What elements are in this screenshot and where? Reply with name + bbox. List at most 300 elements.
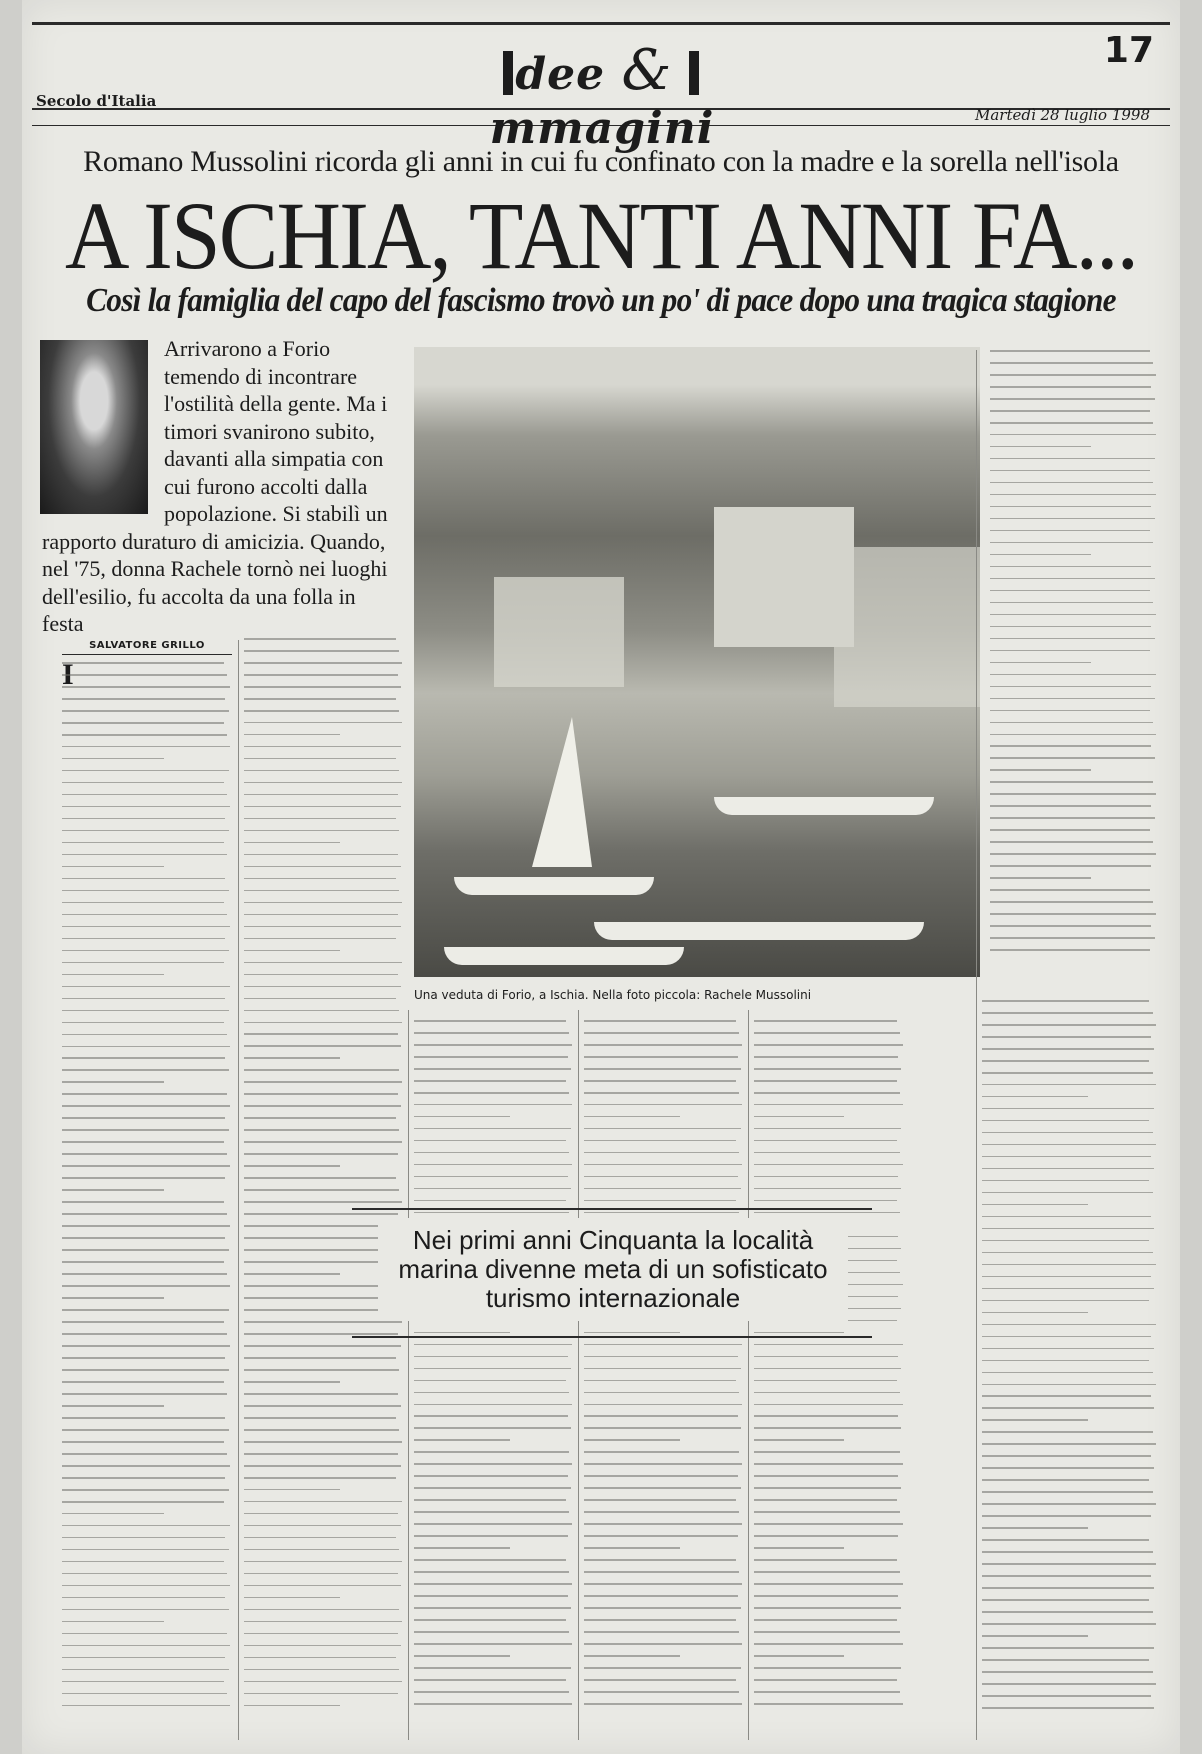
text-line (584, 1080, 736, 1082)
text-line (990, 913, 1156, 915)
text-line (62, 854, 227, 856)
text-line (244, 1657, 396, 1659)
text-line (584, 1667, 741, 1669)
text-line (244, 746, 401, 748)
text-line (62, 1046, 230, 1048)
text-line (244, 1201, 402, 1203)
text-line (990, 602, 1153, 604)
body-column-3 (414, 1020, 574, 1715)
text-line (982, 1431, 1153, 1433)
text-line (982, 1443, 1156, 1445)
body-column-4 (584, 1020, 744, 1715)
text-line (982, 1180, 1149, 1182)
text-line (62, 842, 224, 844)
text-line (584, 1056, 738, 1058)
text-line (982, 1036, 1151, 1038)
text-line (414, 1188, 571, 1190)
text-line (584, 1404, 742, 1406)
text-line (982, 1132, 1153, 1134)
text-line (754, 1104, 903, 1106)
text-line (584, 1679, 736, 1681)
text-line (990, 458, 1155, 460)
text-line (584, 1164, 742, 1166)
text-line (244, 650, 399, 652)
text-line (244, 878, 396, 880)
text-line (990, 590, 1150, 592)
text-line (244, 698, 396, 700)
text-line (62, 1537, 225, 1539)
text-line (62, 1081, 164, 1083)
text-line (584, 1451, 739, 1453)
text-line (754, 1056, 898, 1058)
text-line (990, 686, 1151, 688)
text-line (584, 1356, 738, 1358)
text-line (990, 781, 1153, 783)
text-line (414, 1200, 566, 1202)
text-line (990, 757, 1155, 759)
text-line (982, 1671, 1153, 1673)
text-line (244, 962, 402, 964)
text-line (244, 1321, 402, 1323)
text-line (414, 1164, 572, 1166)
text-line (244, 1705, 340, 1707)
text-line (244, 1573, 398, 1575)
lead-text-block (42, 335, 402, 638)
text-line (584, 1427, 741, 1429)
text-line (982, 1120, 1149, 1122)
text-line (982, 1204, 1088, 1206)
text-line (584, 1643, 742, 1645)
pull-quote: Nei primi anni Cinquanta la località marina divenne meta di un sofisticato turismo internazionale (378, 1218, 848, 1321)
text-line (244, 1609, 399, 1611)
text-line (244, 902, 402, 904)
text-line (754, 1332, 844, 1334)
text-line (244, 758, 396, 760)
text-line (754, 1667, 901, 1669)
text-line (584, 1547, 680, 1549)
text-line (754, 1619, 897, 1621)
body-column-5 (754, 1020, 904, 1715)
text-line (62, 1165, 230, 1167)
text-line (982, 1228, 1154, 1230)
subheadline: Così la famiglia del capo del fascismo trovò un po' di pace dopo una tragica stagione (86, 282, 1116, 319)
text-line (584, 1176, 738, 1178)
kicker: Romano Mussolini ricorda gli anni in cui fu confinato con la madre e la sorella nell'isola (83, 145, 1119, 178)
text-line (754, 1451, 900, 1453)
text-line (754, 1380, 897, 1382)
text-line (584, 1092, 739, 1094)
text-line (990, 745, 1151, 747)
text-line (414, 1092, 569, 1094)
text-line (62, 1321, 224, 1323)
text-line (990, 446, 1091, 448)
main-photo-forio (414, 347, 980, 977)
text-line (414, 1487, 571, 1489)
text-line (754, 1583, 903, 1585)
text-line (982, 1551, 1153, 1553)
text-line (584, 1380, 736, 1382)
text-line (990, 937, 1155, 939)
text-line (244, 1033, 398, 1035)
text-line (982, 1096, 1088, 1098)
text-line (62, 1501, 224, 1503)
text-line (982, 1192, 1153, 1194)
text-line (754, 1607, 901, 1609)
text-line (754, 1535, 898, 1537)
text-line (414, 1404, 572, 1406)
text-line (414, 1140, 566, 1142)
text-line (990, 542, 1153, 544)
body-column-2 (244, 638, 404, 1717)
text-line (62, 1513, 164, 1515)
text-line (990, 422, 1153, 424)
text-line (62, 1022, 224, 1024)
text-line (990, 865, 1151, 867)
text-line (754, 1188, 901, 1190)
text-line (244, 1177, 396, 1179)
text-line (62, 1261, 224, 1263)
text-line (244, 1129, 399, 1131)
text-line (584, 1128, 741, 1130)
text-line (754, 1392, 900, 1394)
text-line (62, 1453, 227, 1455)
text-line (62, 806, 230, 808)
text-line (982, 1707, 1154, 1709)
text-line (62, 1069, 229, 1071)
column-divider (578, 1010, 579, 1740)
text-line (990, 901, 1153, 903)
text-line (244, 854, 398, 856)
text-line (414, 1152, 569, 1154)
text-line (244, 782, 402, 784)
text-line (584, 1415, 738, 1417)
text-line (244, 1465, 401, 1467)
text-line (244, 806, 401, 808)
section-title-part1: dee (515, 49, 606, 100)
column-divider (748, 1010, 749, 1740)
text-line (982, 1216, 1151, 1218)
text-line (244, 1249, 399, 1251)
text-line (414, 1523, 572, 1525)
text-line (244, 1345, 401, 1347)
text-line (754, 1475, 898, 1477)
text-line (414, 1032, 569, 1034)
text-line (414, 1595, 568, 1597)
text-line (754, 1116, 844, 1118)
text-line (584, 1044, 742, 1046)
text-line (62, 1225, 230, 1227)
text-line (754, 1356, 898, 1358)
text-line (990, 769, 1091, 771)
text-line (62, 1285, 230, 1287)
text-line (584, 1583, 742, 1585)
body-column-right-upper (990, 350, 1158, 961)
text-line (990, 566, 1151, 568)
text-line (990, 494, 1156, 496)
text-line (62, 1237, 225, 1239)
text-line (982, 1695, 1151, 1697)
photo-boat (714, 797, 934, 815)
text-line (982, 1647, 1154, 1649)
text-line (982, 1264, 1156, 1266)
text-line (414, 1415, 568, 1417)
body-column-6 (982, 1000, 1158, 1719)
text-line (584, 1200, 736, 1202)
text-line (414, 1116, 510, 1118)
text-line (990, 626, 1151, 628)
text-line (754, 1415, 898, 1417)
text-line (244, 1453, 398, 1455)
text-line (982, 1395, 1151, 1397)
text-line (244, 1057, 340, 1059)
text-line (244, 1621, 402, 1623)
text-line (982, 1539, 1149, 1541)
text-line (754, 1092, 900, 1094)
text-line (62, 878, 225, 880)
text-line (244, 710, 399, 712)
text-line (244, 1549, 399, 1551)
text-line (982, 1084, 1156, 1086)
text-line (990, 805, 1151, 807)
text-line (982, 1336, 1151, 1338)
text-line (990, 817, 1155, 819)
text-line (62, 1609, 229, 1611)
text-line (62, 866, 164, 868)
text-line (244, 638, 396, 640)
text-line (990, 650, 1150, 652)
text-line (244, 950, 340, 952)
text-line (62, 770, 229, 772)
text-line (754, 1404, 903, 1406)
text-line (244, 1165, 340, 1167)
text-line (982, 1659, 1149, 1661)
text-line (62, 1153, 227, 1155)
body-column-1 (62, 662, 232, 1717)
text-line (982, 1288, 1154, 1290)
text-line (244, 1237, 396, 1239)
text-line (982, 1144, 1156, 1146)
text-line (244, 1117, 396, 1119)
text-line (584, 1607, 741, 1609)
text-line (754, 1559, 897, 1561)
text-line (584, 1499, 736, 1501)
text-line (990, 410, 1150, 412)
text-line (62, 698, 225, 700)
lead-text: Arrivarono a Forio temendo di incontrare l'ostilità della gente. Ma i timori svanirono subito, davanti alla simpatia con cui furono accolti dalla popolazione. Si stabilì un rapporto duraturo di amicizia. Quando, nel '75, donna Rachele tornò nei luoghi dell'esilio, fu accolta da una folla in festa (42, 336, 388, 636)
text-line (584, 1595, 738, 1597)
text-line (62, 734, 227, 736)
text-line (584, 1068, 741, 1070)
text-line (414, 1535, 568, 1537)
text-line (62, 1177, 225, 1179)
byline-rule (62, 654, 232, 655)
pullquote-rule-bottom (352, 1336, 872, 1338)
text-line (244, 1429, 399, 1431)
text-line (244, 1189, 399, 1191)
text-line (990, 877, 1091, 879)
text-line (244, 1561, 402, 1563)
text-line (62, 782, 224, 784)
text-line (62, 1693, 227, 1695)
text-line (990, 554, 1091, 556)
text-line (414, 1703, 572, 1705)
photo-boat (594, 922, 924, 940)
text-line (584, 1368, 741, 1370)
text-line (244, 1405, 401, 1407)
text-line (982, 1479, 1149, 1481)
text-line (990, 506, 1151, 508)
text-line (584, 1032, 739, 1034)
text-line (990, 614, 1156, 616)
text-line (982, 1419, 1088, 1421)
text-line (754, 1511, 900, 1513)
text-line (62, 926, 230, 928)
text-line (584, 1344, 742, 1346)
text-line (754, 1679, 897, 1681)
text-line (244, 1417, 396, 1419)
text-line (62, 1705, 230, 1707)
text-line (982, 1527, 1088, 1529)
text-line (982, 1587, 1154, 1589)
text-line (62, 1381, 224, 1383)
text-line (244, 1441, 402, 1443)
column-divider (408, 1010, 409, 1740)
text-line (244, 842, 340, 844)
text-line (754, 1080, 897, 1082)
photo-sailboat (532, 717, 592, 867)
text-line (754, 1128, 901, 1130)
text-line (244, 1381, 340, 1383)
text-line (62, 1405, 164, 1407)
newspaper-page (22, 0, 1180, 1754)
text-line (62, 1441, 224, 1443)
text-line (754, 1655, 844, 1657)
text-line (62, 794, 227, 796)
text-line (990, 889, 1150, 891)
text-line (62, 962, 224, 964)
text-line (414, 1128, 571, 1130)
text-line (990, 386, 1151, 388)
text-line (990, 530, 1150, 532)
text-line (982, 1467, 1154, 1469)
text-line (414, 1080, 566, 1082)
text-line (982, 1276, 1151, 1278)
text-line (244, 674, 398, 676)
text-line (62, 1393, 227, 1395)
text-line (244, 734, 340, 736)
text-line (584, 1619, 736, 1621)
text-line (584, 1439, 680, 1441)
text-line (754, 1439, 844, 1441)
text-line (244, 1093, 398, 1095)
text-line (62, 1093, 227, 1095)
text-line (244, 1693, 398, 1695)
text-line (62, 1573, 227, 1575)
text-line (990, 793, 1156, 795)
text-line (754, 1571, 900, 1573)
text-line (414, 1643, 572, 1645)
text-line (754, 1487, 901, 1489)
byline: SALVATORE GRILLO (89, 640, 205, 651)
text-line (244, 998, 396, 1000)
text-line (414, 1356, 568, 1358)
text-line (62, 746, 230, 748)
text-line (990, 829, 1150, 831)
text-line (990, 853, 1156, 855)
photo-building (714, 507, 854, 647)
text-line (62, 1357, 225, 1359)
text-line (990, 434, 1156, 436)
text-line (244, 662, 402, 664)
text-line (990, 698, 1155, 700)
text-line (62, 914, 227, 916)
text-line (62, 950, 229, 952)
text-line (754, 1523, 903, 1525)
text-line (62, 1309, 229, 1311)
text-line (584, 1559, 736, 1561)
text-line (62, 1297, 164, 1299)
text-line (244, 1333, 398, 1335)
text-line (62, 890, 229, 892)
text-line (414, 1451, 569, 1453)
text-line (990, 710, 1150, 712)
paper-name: Secolo d'Italia (36, 92, 157, 110)
text-line (754, 1368, 901, 1370)
text-line (990, 374, 1156, 376)
text-line (62, 1657, 225, 1659)
text-line (244, 1513, 398, 1515)
text-line (982, 1348, 1154, 1350)
text-line (244, 1141, 402, 1143)
text-line (244, 1537, 396, 1539)
photo-building (834, 547, 980, 707)
text-line (414, 1511, 569, 1513)
text-line (754, 1463, 903, 1465)
text-line (982, 1048, 1154, 1050)
text-line (754, 1140, 897, 1142)
text-line (982, 1072, 1153, 1074)
text-line (414, 1212, 569, 1214)
text-line (62, 674, 227, 676)
text-line (584, 1475, 738, 1477)
text-line (414, 1344, 572, 1346)
section-ampersand: & (621, 38, 673, 103)
text-line (982, 1168, 1154, 1170)
text-line (584, 1104, 742, 1106)
text-line (414, 1571, 569, 1573)
text-line (62, 722, 224, 724)
text-line (754, 1020, 897, 1022)
text-line (244, 830, 399, 832)
text-line (990, 578, 1155, 580)
text-line (244, 1669, 399, 1671)
text-line (62, 1129, 229, 1131)
text-line (754, 1032, 900, 1034)
text-line (584, 1631, 739, 1633)
text-line (414, 1332, 510, 1334)
text-line (62, 1633, 227, 1635)
text-line (584, 1020, 736, 1022)
text-line (754, 1427, 901, 1429)
text-line (414, 1631, 569, 1633)
text-line (244, 1022, 402, 1024)
text-line (754, 1344, 903, 1346)
text-line (244, 1069, 399, 1071)
text-line (414, 1691, 569, 1693)
text-line (414, 1499, 566, 1501)
text-line (754, 1595, 898, 1597)
text-line (62, 1213, 227, 1215)
